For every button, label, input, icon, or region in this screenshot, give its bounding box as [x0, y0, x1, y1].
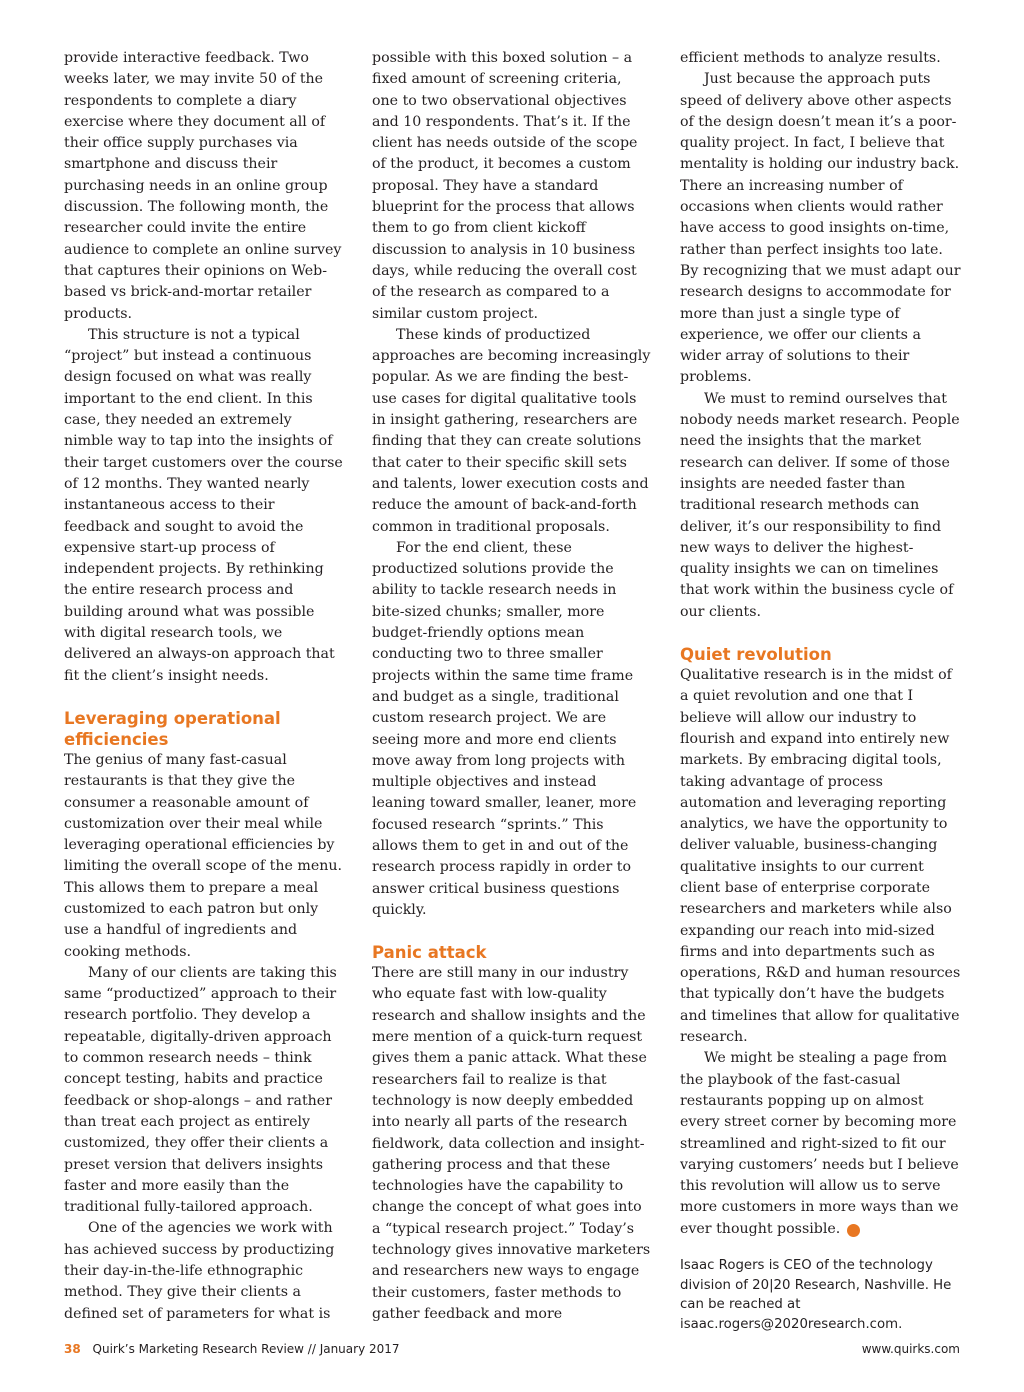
end-of-article-icon: Q — [847, 1224, 860, 1237]
paragraph: Many of our clients are taking this same “productized” approach to their research portfolio. They develop a repeatable, digitally-driven approach to common research needs – think concept testing, habits and practice feedback or shop-alongs – and rather than treat each project as entirely customized, they offer their clients a preset version that delivers insights faster and more easily than the traditional fully-tailored approach. — [64, 964, 337, 1216]
publication-info: Quirk’s Marketing Research Review // January 2017 — [92, 1342, 400, 1356]
section-heading: Leveraging operational efficiencies — [64, 708, 281, 749]
paragraph — [680, 1048, 962, 1240]
paragraph: For the end client, these productized solutions provide the ability to tackle research needs in bite-sized chunks; smaller, more budget-friendly options mean conducting two to three smaller projects within the same time frame and budget as a single, traditional custom research project. We are seeing more and more end clients move away from long projects with multiple objectives and instead leaning toward smaller, leaner, more focused research “sprints.” This allows them to get in and out of the research process rapidly in order to answer critical business questions quickly. — [372, 539, 637, 918]
page-footer — [64, 1342, 960, 1360]
article-column-3 — [680, 48, 962, 1334]
paragraph: There are still many in our industry who equate fast with low-quality research and shallow insights and the mere mention of a quick-turn request gives them a panic attack. What these researchers fail to realize is that technology is now deeply embedded into nearly all parts of the research fieldwork, data collection and insight-gathering process and that these technologies have the capability to change the concept of what goes into a “typical research project.” Today’s technology gives innovative marketers and researchers new ways to engage their customers, faster methods to gather feedback and more — [372, 965, 651, 1322]
paragraph: This structure is not a typical “project” but instead a continuous design focused on what was really important to the end client. In this case, they needed an extremely nimble way to tap into the insights of their target customers over the course of 12 months. They wanted nearly instantaneous access to their feedback and sought to avoid the expensive start-up process of independent projects. By rethinking the entire research process and building around what was possible with digital research tools, we delivered an always-on approach that fit the client’s insight needs. — [64, 326, 343, 684]
paragraph: Qualitative research is in the midst of a quiet revolution and one that I believe will allow our industry to flourish and expand into entirely new markets. By embracing digital tools, taking advantage of process automation and leveraging reporting analytics, we have the opportunity to deliver valuable, business-changing qualitative insights to our current client base of enterprise corporate researchers and marketers while also expanding our reach into mid-sized firms and into departments such as operations, R&D and human resources that typically don’t have the budgets and timelines that allow for qualitative research. — [680, 667, 961, 1046]
paragraph: One of the agencies we work with has achieved success by productizing their day-in-the-life ethnographic method. They give their clients a defined set of parameters for what is — [64, 1220, 335, 1322]
paragraph: efficient methods to analyze results. — [680, 50, 941, 66]
website-link[interactable]: www.quirks.com — [861, 1342, 960, 1356]
article-column-1 — [64, 48, 344, 1325]
paragraph: These kinds of productized approaches are becoming increasingly popular. As we are finding the best-use cases for digital qualitative tools in insight gathering, researchers are finding that they can create solutions that cater to their specific skill sets and talents, lower execution costs and reduce the amount of back-and-forth common in traditional proposals. — [372, 326, 651, 535]
paragraph-text: We might be stealing a page from the playbook of the fast-casual restaurants popping up on almost every street corner by becoming more streamlined and right-sized to fit our varying customers’ needs but I believe this revolution will allow us to serve more customers in more ways than we ever thought possible. — [680, 1050, 959, 1237]
paragraph: possible with this boxed solution – a fixed amount of screening criteria, one to two observational objectives and 10 respondents. That’s it. If the client has needs outside of the scope of the product, it becomes a custom proposal. They have a standard blueprint for the process that allows them to go from client kickoff discussion to analysis in 10 business days, while reducing the overall cost of the research as compared to a similar custom project. — [372, 50, 638, 322]
paragraph: Just because the approach puts speed of delivery above other aspects of the design doesn’t mean it’s a poor-quality project. In fact, I believe that mentality is holding our industry back. There an increasing number of occasions when clients would rather have access to good insights on-time, rather than perfect insights too late. By recognizing that we must adapt our research designs to accommodate for more than just a single type of experience, we offer our clients a wider array of solutions to their problems. — [680, 71, 961, 386]
article-column-2 — [372, 48, 652, 1325]
author-bio: Isaac Rogers is CEO of the technology division of 20|20 Research, Nashville. He can be reached at isaac.rogers@2020research.com. — [680, 1258, 952, 1332]
paragraph: The genius of many fast-casual restaurants is that they give the consumer a reasonable amount of customization over their meal while leveraging operational efficiencies by limiting the overall scope of the menu. This allows them to prepare a meal customized to each patron but only use a handful of ingredients and cooking methods. — [64, 751, 342, 960]
section-heading: Quiet revolution — [680, 645, 832, 665]
paragraph: provide interactive feedback. Two weeks later, we may invite 50 of the respondents to complete a diary exercise where they document all of their office supply purchases via smartphone and discuss their purchasing needs in an online group discussion. The following month, the researcher could invite the entire audience to complete an online survey that captures their opinions on Web-based vs brick-and-mortar retailer products. — [64, 50, 342, 322]
page-number: 38 — [64, 1342, 81, 1356]
paragraph: We must to remind ourselves that nobody needs market research. People need the insights that the market research can deliver. If some of those insights are needed faster than traditional research methods can deliver, it’s our responsibility to find new ways to deliver the highest-quality insights we can on timelines that work within the business cycle of our clients. — [680, 390, 960, 620]
section-heading: Panic attack — [372, 943, 487, 963]
